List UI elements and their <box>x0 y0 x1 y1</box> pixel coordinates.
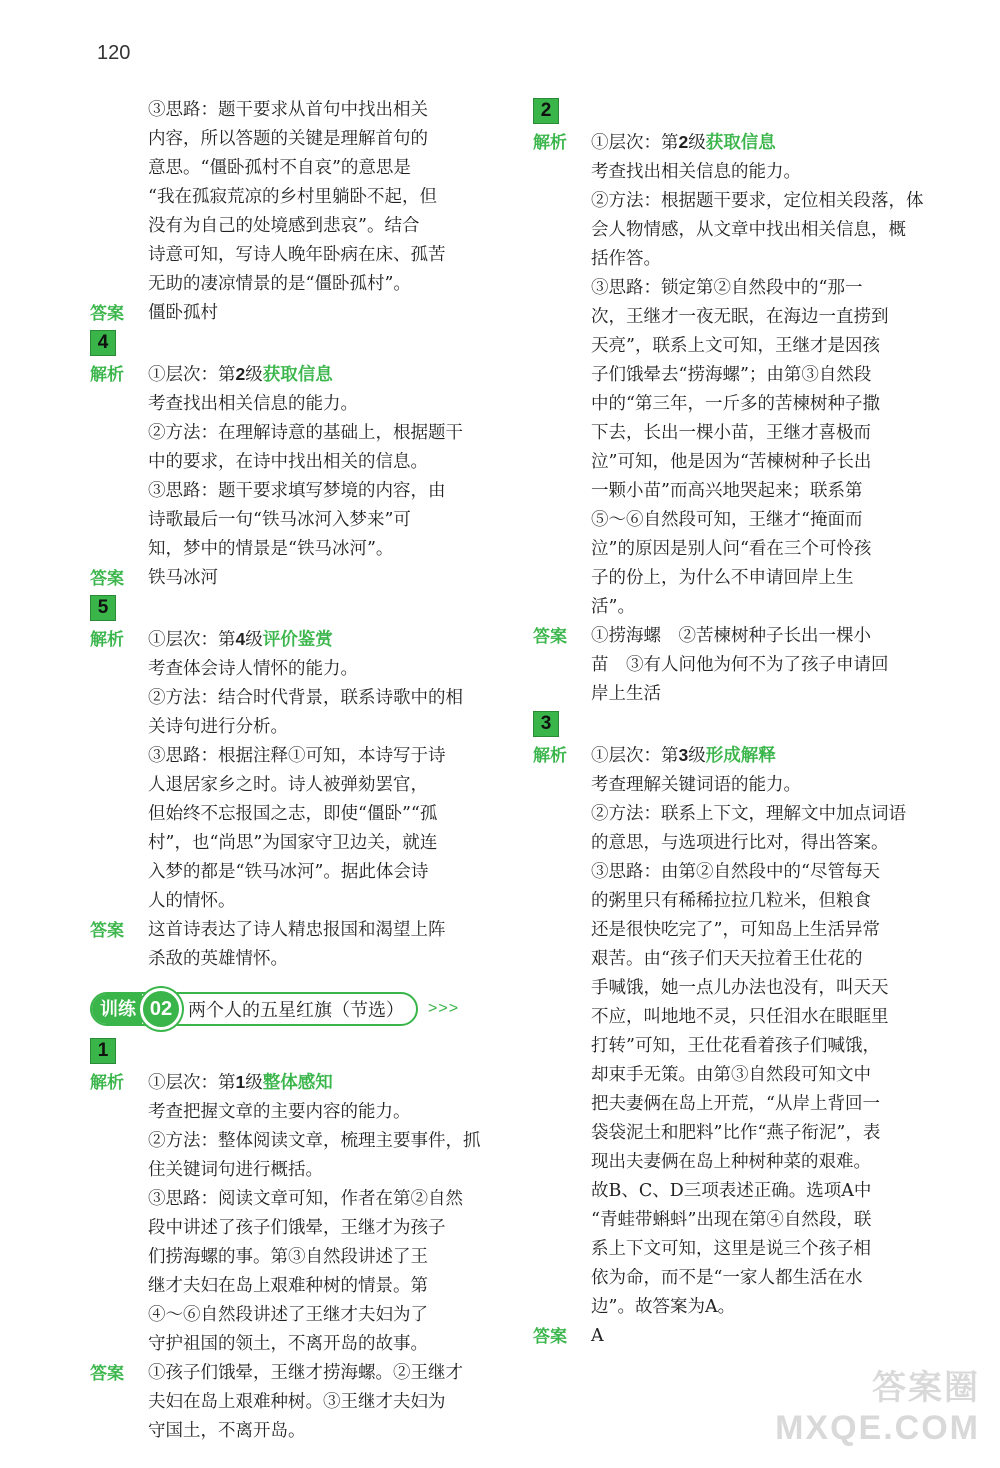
answer-label: 答案 <box>90 569 124 588</box>
training-title: 两个人的五星红旗（节选） <box>188 1000 404 1021</box>
q2-analysis: 解析 ①层次：第2级获取信息 考查找出相关信息的能力。 ②方法：根据题干要求，定位相关段落，体 会人物情感，从文章中找出相关信息，概 括作答。 ③思路：锁定第②自然段中的“那一 次，王继才一夜无眠，在海边一直捞到 天亮”，联系上文可知，王继才是因孩 子们饿晕去“捞海螺”；由第③自然段 中的“第三年，一斤多的苦楝树种子撒 下去，长出一棵小苗，王继才喜极而 泣”可知，他是因为“苦楝树种子长出 一颗小苗”而高兴地哭起来；联系第 ⑤～⑥自然段可知，王继才“掩面而 泣”的原因是别人问“看在三个可怜孩 子的份上，为什么不申请回岸上生 活”。 <box>533 128 953 622</box>
watermark-logo: 答案圈 MXQE.COM <box>775 1369 980 1447</box>
analysis-label: 解析 <box>90 365 124 384</box>
q4-analysis: 解析 ①层次：第2级获取信息 考查找出相关信息的能力。 ②方法：在理解诗意的基础上，根据题干 中的要求，在诗中找出相关的信息。 ③思路：题干要求填写梦境的内容，由 诗歌最后一句“铁马冰河入梦来”可 知，梦中的情景是“铁马冰河”。 <box>90 360 510 564</box>
arrows-icon: >>> <box>428 1000 460 1017</box>
q3-analysis: 解析 ①层次：第3级形成解释 考查理解关键词语的能力。 ②方法：联系上下文，理解文中加点词语 的意思，与选项进行比对，得出答案。 ③思路：由第②自然段中的“尽管每天 的粥里只有稀稀拉拉几粒米，但粮食 还是很快吃完了”，可知岛上生活异常 艰苦。由“孩子们天天拉着王仕花的 手喊饿，她一点儿办法也没有，叫天天 不应，叫地地不灵，只任泪水在眼眶里 打转”可知，王仕花看着孩子们喊饿， 却束手无策。由第③自然段可知文中 把夫妻俩在岛上开荒，“从岸上背回一 袋袋泥土和肥料”比作“燕子衔泥”，表 现出夫妻俩在岛上种树种菜的艰难。 故B、C、D三项表述正确。选项A中 “青蛙带蝌蚪”出现在第④自然段，联 系上下文可知，这里是说三个孩子相 依为命，而不是“一家人都生活在水 边”。故答案为A。 <box>533 741 953 1322</box>
q1-analysis: 解析 ①层次：第1级整体感知 考查把握文章的主要内容的能力。 ②方法：整体阅读文章，梳理主要事件，抓 住关键词句进行概括。 ③思路：阅读文章可知，作者在第②自然 段中讲述了孩子们饿晕，王继才为孩子 们捞海螺的事。第③自然段讲述了王 继才夫妇在岛上艰难种树的情景。第 ④～⑥自然段讲述了王继才夫妇为了 守护祖国的领土，不离开岛的故事。 <box>90 1068 510 1359</box>
analysis-label: 解析 <box>90 630 124 649</box>
left-column <box>90 96 510 1446</box>
q3-answer: 答案 僵卧孤村 <box>90 299 510 328</box>
q3-answer-right: 答案 A <box>533 1322 953 1351</box>
q1-answer: 答案 ①孩子们饿晕，王继才捞海螺。②王继才 夫妇在岛上艰难种树。③王继才夫妇为 守国土，不离开岛。 <box>90 1359 510 1446</box>
q5-answer: 答案 这首诗表达了诗人精忠报国和渴望上阵 杀敌的英雄情怀。 <box>90 916 510 974</box>
analysis-label: 解析 <box>533 133 567 152</box>
question-number-2: 2 <box>533 98 559 124</box>
analysis-label: 解析 <box>90 1073 124 1092</box>
analysis-label: 解析 <box>533 746 567 765</box>
right-column <box>533 96 953 1351</box>
answer-label: 答案 <box>90 304 124 323</box>
training-number: 02 <box>140 988 182 1030</box>
training-header <box>90 992 510 1026</box>
question-number-4: 4 <box>90 330 116 356</box>
training-label: 训练 <box>92 994 142 1024</box>
answer-label: 答案 <box>90 1364 124 1383</box>
q3-thought-continued: ③思路：题干要求从首句中找出相关 内容，所以答题的关键是理解首句的 意思。“僵卧孤村不自哀”的意思是 “我在孤寂荒凉的乡村里躺卧不起，但 没有为自己的处境感到悲哀”。结合 诗意可知，写诗人晚年卧病在床、孤苦 无助的凄凉情景的是“僵卧孤村”。 <box>148 100 446 294</box>
page-number: 120 <box>97 42 131 64</box>
q2-answer: 答案 ①捞海螺 ②苦楝树种子长出一棵小 苗 ③有人问他为何不为了孩子申请回 岸上生活 <box>533 622 953 709</box>
answer-label: 答案 <box>90 921 124 940</box>
answer-label: 答案 <box>533 627 567 646</box>
q4-answer: 答案 铁马冰河 <box>90 564 510 593</box>
question-number-3: 3 <box>533 711 559 737</box>
answer-label: 答案 <box>533 1327 567 1346</box>
question-number-1: 1 <box>90 1038 116 1064</box>
question-number-5: 5 <box>90 595 116 621</box>
q5-analysis: 解析 ①层次：第4级评价鉴赏 考查体会诗人情怀的能力。 ②方法：结合时代背景，联系诗歌中的相 关诗句进行分析。 ③思路：根据注释①可知，本诗写于诗 人退居家乡之时。诗人被弹劾罢官， 但始终不忘报国之志，即使“僵卧”“孤 村”，也“尚思”为国家守卫边关，就连 入梦的都是“铁马冰河”。据此体会诗 人的情怀。 <box>90 625 510 916</box>
